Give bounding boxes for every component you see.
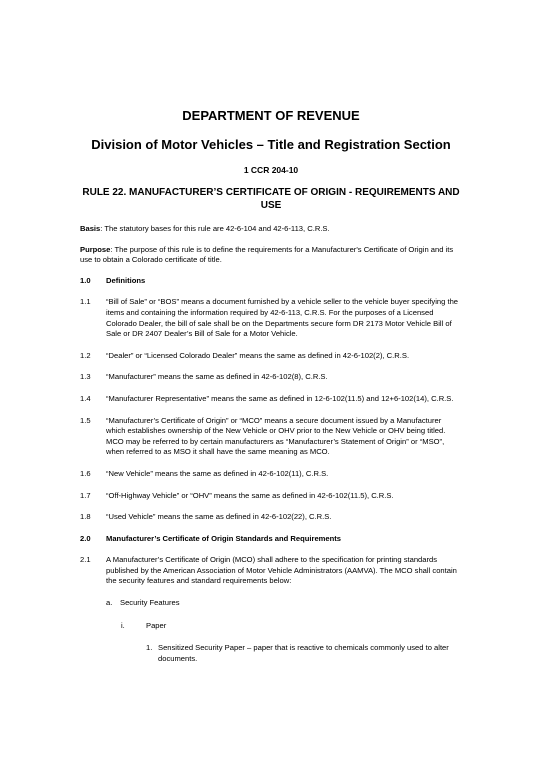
division-heading: Division of Motor Vehicles – Title and Registration Section [91,137,451,152]
section-heading-standards [80,534,462,545]
basis-label: Basis [80,224,101,233]
definition-item [80,297,462,339]
section-number: 2.0 [80,533,91,543]
department-heading: DEPARTMENT OF REVENUE [182,108,360,123]
item-number: 2.1 [80,555,91,565]
definition-item [80,469,462,480]
item-number: 1.8 [80,512,91,522]
purpose-label: Purpose [80,244,111,254]
definition-item [80,394,462,405]
basis-paragraph [80,224,462,235]
definition-item [80,372,462,383]
item-text: “Dealer” or “Licensed Colorado Dealer” means the same as defined in 42-6-102(2), C.R.S. [106,350,410,360]
item-number: 1.1 [80,297,91,307]
purpose-text: : The purpose of this rule is to define the requirements for a Manufacturer's Certificate of Origin and its use to obtain a Colorado certificate of title. [80,244,454,265]
item-number: 1.6 [80,468,91,478]
section-number: 1.0 [80,275,91,285]
item-number: 1.4 [80,393,91,403]
item-text: “Manufacturer” means the same as defined in 42-6-102(8), C.R.S. [106,372,328,382]
item-number: 1.7 [80,490,91,500]
subitem-text: Paper [146,620,167,630]
definition-item [80,491,462,502]
subitem-text: Sensitized Security Paper – paper that is reactive to chemicals commonly used to alter documents. [158,643,449,663]
item-text: “Bill of Sale” or “BOS” means a document furnished by a vehicle seller to the vehicle buyer specifying the items and containing the information required by 42-6-113, C.R.S. For the purposes of a Licensed Colorado Dealer, the bill of sale shall be on the Departments secure form DR 2173 Motor Vehicle Bill of Sale or DR 2407 Dealer’s Bill of Sale for a Motor Vehicle. [106,297,459,339]
subitem-letter: a. [106,598,113,608]
subitem-paper [121,621,462,632]
item-number: 1.5 [80,415,91,425]
definition-item [80,416,462,458]
subitem-roman: i. [121,620,125,630]
subitem-security-features [106,598,462,609]
subitem-text: Security Features [120,598,180,608]
subitem-sensitized-paper [146,643,462,664]
item-text: A Manufacturer’s Certificate of Origin (MCO) shall adhere to the specification for printing standards published by the American Association of Motor Vehicle Administrators (AAMVA). The MCO shall contain the security features and standard requirements below: [106,555,457,586]
item-text: “Manufacturer Representative” means the same as defined in 12-6-102(11.5) and 12+6-102(14), C.R.S. [106,393,454,403]
item-text: “Used Vehicle” means the same as defined in 42-6-102(22), C.R.S. [106,512,332,522]
definition-item [80,512,462,523]
definition-item [80,351,462,362]
item-number: 1.3 [80,372,91,382]
item-text: “Off-Highway Vehicle” or “OHV” means the same as defined in 42-6-102(11.5), C.R.S. [106,490,394,500]
item-number: 1.2 [80,350,91,360]
section-title: Definitions [106,275,146,285]
section-heading-definitions [80,276,462,287]
section-title: Manufacturer’s Certificate of Origin Standards and Requirements [106,533,342,543]
ccr-heading: 1 CCR 204-10 [243,165,299,175]
purpose-paragraph [80,245,462,266]
rule-title: RULE 22. MANUFACTURER’S CERTIFICATE OF ORIGIN - REQUIREMENTS AND USE [82,187,460,211]
item-text: “New Vehicle” means the same as defined in 42-6-102(11), C.R.S. [106,468,329,478]
subitem-number: 1. [146,643,153,653]
basis-text: : The statutory bases for this rule are 42-6-104 and 42-6-113, C.R.S. [100,224,330,233]
item-text: “Manufacturer’s Certificate of Origin” or “MCO” means a secure document issued by a Manufacturer which establishes ownership of the New Vehicle or OHV prior to the New Vehicle or OHV being titled. MCO may be referred to by certain manufacturers as “Manufacturer’s Statement of Origin” or “MSO”, when referred to as MSO it shall have the same meaning as MCO. [106,415,446,457]
standards-item [80,555,462,587]
